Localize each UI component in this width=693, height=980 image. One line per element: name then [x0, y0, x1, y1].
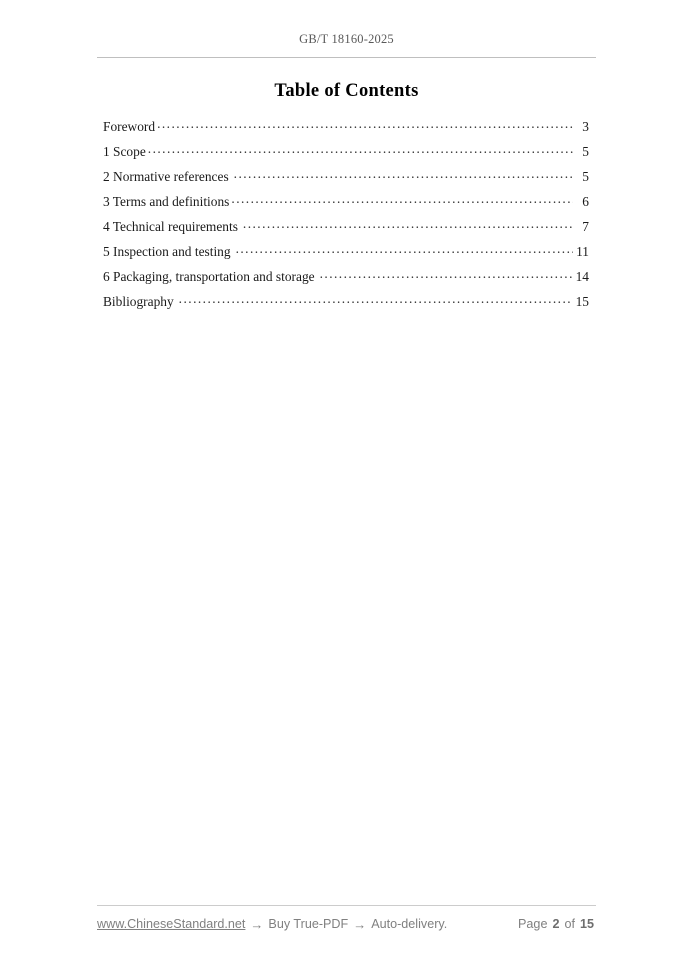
footer-promo-text-1: Buy True-PDF [268, 917, 349, 931]
toc-entry-label: 5 Inspection and testing [103, 244, 231, 259]
toc-entry-label: Foreword [103, 119, 156, 134]
toc-entry-label: 6 Packaging, transportation and storage [103, 269, 315, 284]
toc-page-number: 7 [582, 219, 589, 234]
toc-page-number: 3 [582, 119, 589, 134]
toc-page-number: 15 [575, 294, 589, 309]
toc-dot-leader [236, 243, 573, 256]
footer-promo [97, 917, 447, 932]
toc-entry-label: 4 Technical requirements [103, 219, 238, 234]
page-footer [97, 913, 596, 935]
toc-entry-label: 2 Normative references [103, 169, 229, 184]
toc-page-number: 5 [582, 144, 589, 159]
toc-page-number: 5 [582, 169, 589, 184]
toc-dot-leader [157, 118, 573, 131]
footer-divider [97, 905, 596, 906]
toc-page-number: 14 [575, 269, 589, 284]
toc-entry-normative-references[interactable] [103, 168, 589, 193]
toc-dot-leader [179, 293, 573, 306]
toc-entry-terms-and-definitions[interactable] [103, 193, 589, 218]
toc-page-number: 6 [582, 194, 589, 209]
page-title: Table of Contents [274, 81, 419, 101]
toc-entry-label: 1 Scope [103, 144, 146, 159]
total-page-count: 15 [579, 917, 594, 931]
current-page-number: 2 [552, 917, 560, 931]
arrow-right-icon: → [250, 916, 264, 932]
toc-entry-inspection-and-testing[interactable] [103, 243, 589, 268]
page-label: Page [518, 917, 548, 931]
toc-entry-foreword[interactable] [103, 118, 589, 143]
footer-promo-text-2: Auto-delivery. [371, 917, 448, 931]
page-header [97, 30, 596, 48]
toc-dot-leader [234, 168, 573, 181]
of-label: of [564, 917, 575, 931]
toc-dot-leader [231, 193, 573, 206]
arrow-right-icon: → [353, 916, 367, 932]
toc-dot-leader [320, 268, 573, 281]
page-indicator [518, 917, 596, 931]
toc-dot-leader [243, 218, 573, 231]
table-of-contents-list [103, 118, 589, 318]
toc-entry-bibliography[interactable] [103, 293, 589, 318]
toc-page-number: 11 [576, 244, 589, 259]
header-divider [97, 57, 596, 58]
toc-entry-packaging-transportation-and-storage[interactable] [103, 268, 589, 293]
toc-entry-label: 3 Terms and definitions [103, 194, 230, 209]
standard-number: GB/T 18160-2025 [299, 32, 394, 46]
website-link[interactable]: www.ChineseStandard.net [97, 917, 246, 931]
toc-dot-leader [148, 143, 573, 156]
toc-entry-scope[interactable] [103, 143, 589, 168]
toc-entry-label: Bibliography [103, 294, 174, 309]
toc-entry-technical-requirements[interactable] [103, 218, 589, 243]
